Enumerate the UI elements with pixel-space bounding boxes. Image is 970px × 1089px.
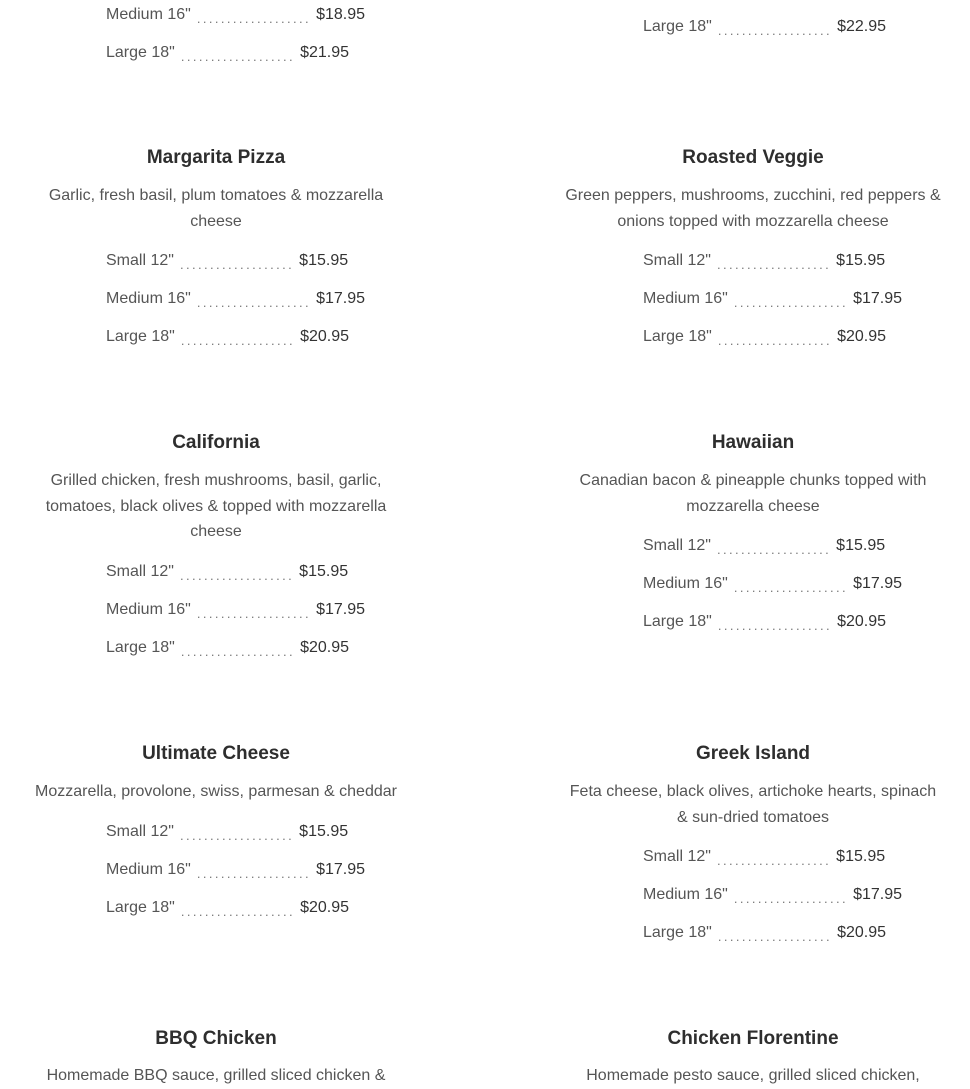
size-label: Small 12" [106, 252, 174, 269]
menu-item-partial-left [26, 5, 406, 63]
price-value: $15.95 [299, 562, 349, 580]
dot-leader: ................... [179, 827, 295, 843]
size-label: Large 18" [106, 328, 175, 345]
menu-item-description: Homemade BBQ sauce, grilled sliced chicken & [46, 1067, 386, 1084]
price-value: $15.95 [299, 822, 349, 840]
size-label: Medium 16" [643, 290, 728, 307]
price-value: $20.95 [837, 924, 887, 941]
menu-item-title: Chicken Florentine [667, 1028, 839, 1049]
size-label: Large 18" [643, 18, 712, 35]
price-row [643, 536, 886, 557]
menu-item-title: Ultimate Cheese [142, 743, 290, 764]
price-list [26, 251, 406, 347]
price-row [106, 898, 350, 919]
menu-item-partial-right [558, 17, 948, 37]
price-value: $20.95 [300, 898, 350, 916]
size-label: Small 12" [643, 537, 711, 554]
dot-leader: ................... [716, 853, 832, 868]
price-list [558, 536, 948, 632]
size-label: Large 18" [643, 613, 712, 630]
size-label: Large 18" [643, 924, 712, 941]
menu-item-roasted-veggie [558, 147, 948, 347]
menu-item-description: Canadian bacon & pineapple chunks topped with mozzarella cheese [579, 472, 927, 515]
dot-leader: ................... [196, 605, 312, 621]
price-value: $15.95 [836, 252, 886, 269]
price-list [558, 17, 948, 37]
dot-leader: ................... [733, 891, 849, 906]
menu-item-title: Hawaiian [711, 432, 795, 453]
price-value: $17.95 [316, 600, 365, 618]
price-value: $17.95 [316, 860, 365, 878]
price-row [106, 860, 365, 881]
price-value: $17.95 [853, 886, 902, 903]
dot-leader: ................... [196, 11, 312, 26]
size-label: Medium 16" [106, 860, 191, 878]
price-list [26, 822, 406, 918]
size-label: Large 18" [643, 328, 712, 345]
size-label: Large 18" [106, 44, 175, 61]
price-row [643, 885, 902, 906]
size-label: Small 12" [643, 252, 711, 269]
dot-leader: ................... [179, 567, 295, 583]
dot-leader: ................... [717, 23, 833, 38]
price-row [643, 289, 902, 310]
price-value: $20.95 [837, 613, 887, 630]
dot-leader: ................... [717, 618, 833, 633]
menu-item-description: Green peppers, mushrooms, zucchini, red peppers & onions topped with mozzarella cheese [565, 187, 941, 230]
price-row [106, 638, 350, 659]
dot-leader: ................... [717, 333, 833, 348]
price-row [643, 17, 887, 38]
price-list [26, 5, 406, 63]
price-row [106, 562, 349, 583]
price-row [106, 5, 365, 26]
dot-leader: ................... [196, 865, 312, 881]
size-label: Large 18" [106, 638, 175, 656]
menu-item-hawaiian [558, 432, 948, 632]
price-value: $15.95 [836, 848, 886, 865]
menu-item-ultimate-cheese [26, 743, 406, 918]
price-value: $17.95 [316, 290, 365, 307]
price-value: $17.95 [853, 290, 902, 307]
dot-leader: ................... [179, 257, 295, 272]
menu-item-greek-island [558, 743, 948, 943]
size-label: Small 12" [106, 562, 174, 580]
size-label: Medium 16" [643, 575, 728, 592]
price-row [643, 251, 886, 272]
price-row [643, 923, 887, 944]
menu-item-title: BBQ Chicken [155, 1028, 277, 1049]
menu-item-description: Grilled chicken, fresh mushrooms, basil, garlic, tomatoes, black olives & topped with mozzarella cheese [45, 472, 387, 540]
price-list [558, 251, 948, 347]
price-value: $18.95 [316, 6, 365, 23]
size-label: Medium 16" [643, 886, 728, 903]
dot-leader: ................... [196, 295, 312, 310]
dot-leader: ................... [733, 580, 849, 595]
price-row [106, 600, 365, 621]
price-row [106, 289, 365, 310]
dot-leader: ................... [180, 333, 296, 348]
menu-item-description: Feta cheese, black olives, artichoke hearts, spinach & sun-dried tomatoes [569, 783, 937, 826]
dot-leader: ................... [180, 49, 296, 64]
menu-item-california [26, 432, 406, 658]
price-value: $20.95 [837, 328, 887, 345]
price-list [26, 562, 406, 658]
price-row [106, 43, 350, 64]
price-row [106, 251, 349, 272]
menu-item-description: Garlic, fresh basil, plum tomatoes & mozzarella cheese [48, 187, 384, 230]
size-label: Large 18" [106, 898, 175, 916]
price-value: $20.95 [300, 328, 350, 345]
price-row [106, 822, 349, 843]
size-label: Small 12" [106, 822, 174, 840]
price-value: $21.95 [300, 44, 350, 61]
price-row [643, 327, 887, 348]
menu-item-description: Homemade pesto sauce, grilled sliced chicken, [586, 1067, 920, 1084]
menu-item-margarita-pizza [26, 147, 406, 347]
dot-leader: ................... [716, 542, 832, 557]
price-value: $15.95 [836, 537, 886, 554]
price-row [643, 847, 886, 868]
menu-item-title: Margarita Pizza [146, 147, 286, 168]
dot-leader: ................... [180, 903, 296, 919]
dot-leader: ................... [716, 257, 832, 272]
menu-item-title: Greek Island [695, 743, 811, 764]
menu-item-bbq-chicken [26, 1028, 406, 1089]
price-row [643, 612, 887, 633]
price-row [643, 574, 902, 595]
price-value: $20.95 [300, 638, 350, 656]
price-value: $15.95 [299, 252, 349, 269]
menu-item-title: California [172, 432, 260, 453]
price-row [106, 327, 350, 348]
size-label: Small 12" [643, 848, 711, 865]
size-label: Medium 16" [106, 600, 191, 618]
dot-leader: ................... [717, 929, 833, 944]
price-value: $22.95 [837, 18, 887, 35]
menu-item-chicken-florentine [558, 1028, 948, 1089]
size-label: Medium 16" [106, 6, 191, 23]
price-list [558, 847, 948, 943]
price-value: $17.95 [853, 575, 902, 592]
size-label: Medium 16" [106, 290, 191, 307]
menu-item-description: Mozzarella, provolone, swiss, parmesan & cheddar [35, 783, 397, 800]
dot-leader: ................... [733, 295, 849, 310]
menu-item-title: Roasted Veggie [682, 147, 824, 168]
dot-leader: ................... [180, 643, 296, 659]
